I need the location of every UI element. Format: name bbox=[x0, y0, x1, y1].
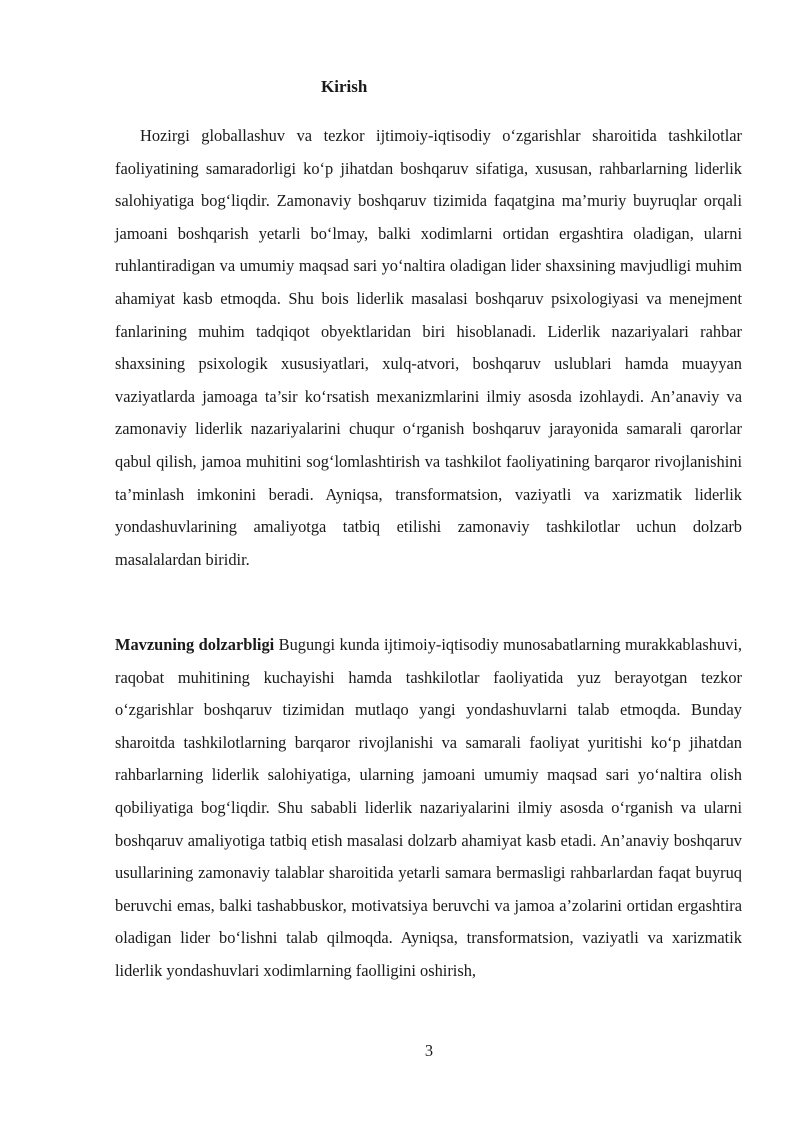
intro-paragraph: Hozirgi globallashuv va tezkor ijtimoiy-iqtisodiy o‘zgarishlar sharoitida tashkilotlar faoliyatining samaradorligi ko‘p jihatdan boshqaruv sifatiga, xususan, rahbarlarning liderlik salohiyatiga bog‘liqdir. Zamonaviy boshqaruv tizimida faqatgina ma’muriy buyruqlar orqali jamoani boshqarish yetarli bo‘lmay, balki xodimlarni ortidan ergashtira oladigan, ularni ruhlantiradigan va umumiy maqsad sari yo‘naltira oladigan lider shaxsining mavjudligi muhim ahamiyat kasb etmoqda. Shu bois liderlik masalasi boshqaruv psixologiyasi va menejment fanlarining muhim tadqiqot obyektlaridan biri hisoblanadi. Liderlik nazariyalari rahbar shaxsining psixologik xususiyatlari, xulq-atvori, boshqaruv uslublari hamda muayyan vaziyatlarda jamoaga ta’sir ko‘rsatish mexanizmlarini ilmiy asosda izohlaydi. An’anaviy va zamonaviy liderlik nazariyalarini chuqur o‘rganish boshqaruv jarayonida samarali qarorlar qabul qilish, jamoa muhitini sog‘lomlashtirish va tashkilot faoliyatining barqaror rivojlanishini ta’minlash imkonini beradi. Ayniqsa, transformatsion, vaziyatli va xarizmatik liderlik yondashuvlarining amaliyotga tatbiq etilishi zamonaviy tashkilotlar uchun dolzarb masalalardan biridir. bbox=[115, 126, 742, 569]
page-number: 3 bbox=[424, 1041, 434, 1060]
relevance-text: Bugungi kunda ijtimoiy-iqtisodiy munosabatlarning murakkablashuvi, raqobat muhitining kuchayishi hamda tashkilotlar faoliyatida yuz berayotgan tezkor o‘zgarishlar boshqaruv tizimidan mutlaqo yangi yondashuvlarni talab etmoqda. Bunday sharoitda tashkilotlarning barqaror rivojlanishi va samarali faoliyat yuritishi ko‘p jihatdan rahbarlarning liderlik salohiyatiga, ularning jamoani umumiy maqsad sari yo‘naltira olish qobiliyatiga bog‘liqdir. Shu sababli liderlik nazariyalarini ilmiy asosda o‘rganish va ularni boshqaruv amaliyotiga tatbiq etish masalasi dolzarb ahamiyat kasb etadi. An’anaviy boshqaruv usullarining zamonaviy talablar sharoitida yetarli samara bermasligi rahbarlardan faqat buyruq beruvchi emas, balki tashabbuskor, motivatsiya beruvchi va jamoa a’zolarini ortidan ergashtira oladigan lider bo‘lishni talab qilmoqda. Ayniqsa, transformatsion, vaziyatli va xarizmatik liderlik yondashuvlari xodimlarning faolligini oshirish, bbox=[115, 635, 742, 980]
section-heading: Kirish bbox=[321, 77, 368, 96]
relevance-paragraph bbox=[115, 629, 742, 988]
relevance-label: Mavzuning dolzarbligi bbox=[115, 635, 275, 654]
